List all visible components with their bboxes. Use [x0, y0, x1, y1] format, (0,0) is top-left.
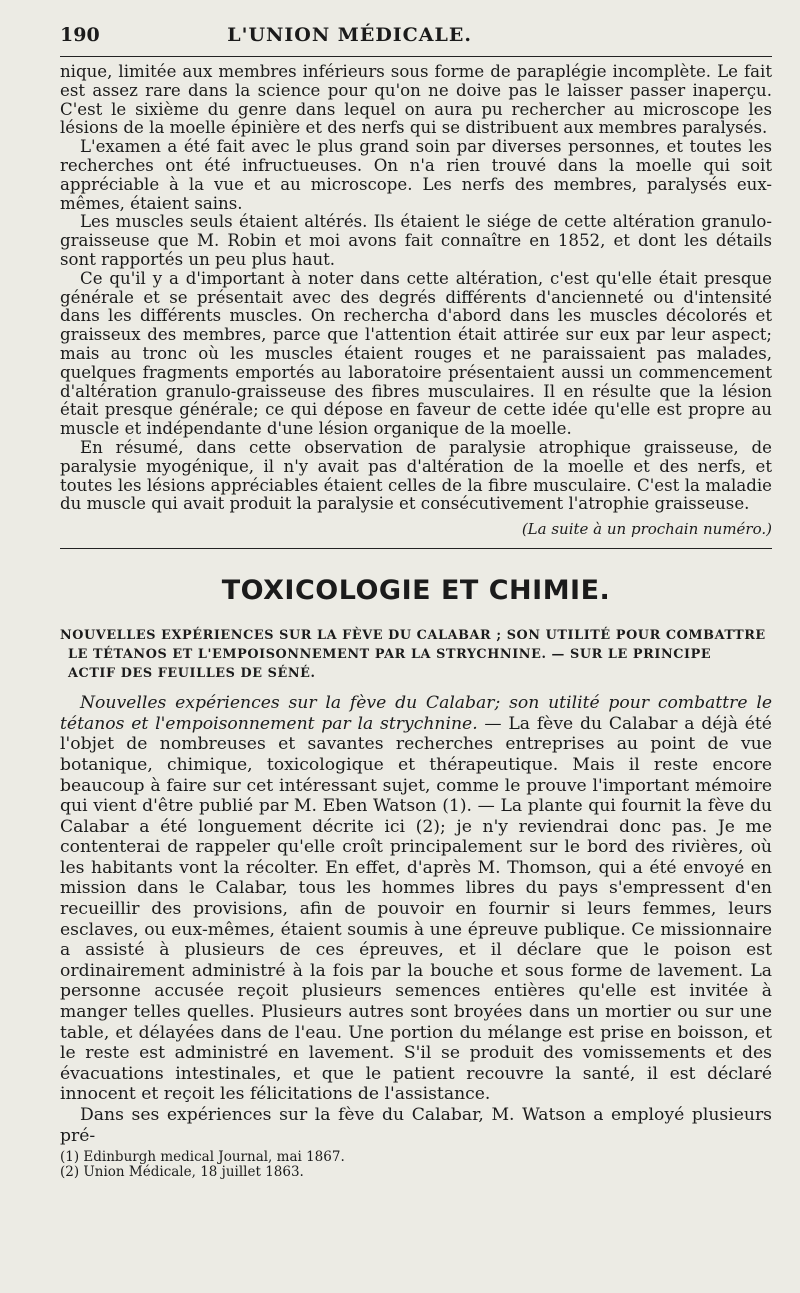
- article-body-continued: Dans ses expériences sur la fève du Calabar, M. Watson a employé plusieurs pré-: [60, 1105, 772, 1146]
- paragraph: Les muscles seuls étaient altérés. Ils étaient le siége de cette altération granulo-graisseuse que M. Robin et moi avons fait connaître en 1852, et dont les détails sont rapportés un peu plus haut.: [60, 212, 772, 269]
- subheading-line: LE TÉTANOS ET L'EMPOISONNEMENT PAR LA STRYCHNINE. — SUR LE PRINCIPE: [68, 647, 712, 663]
- article-body: [60, 693, 772, 1105]
- article-body-text: — La fève du Calabar a déjà été l'objet de nombreuses et savantes recherches entreprises au point de vue botanique, chimique, toxicologique et thérapeutique. Mais il reste encore beaucoup à faire sur cet intéressant sujet, comme le prouve l'important mémoire qui vient d'être publié par M. Eben Watson (1). — La plante qui fournit la fève du Calabar a été longuement décrite ici (2); je n'y reviendrai donc pas. Je me contenterai de rappeler qu'elle croît principalement sur le bord des rivières, où les habitants vont la récolter. En effet, d'après M. Thomson, qui a été envoyé en mission dans le Calabar, tous les hommes libres du pays s'empressent d'en recueillir des provisions, afin de pouvoir en fournir si leurs femmes, leurs esclaves, ou eux-mêmes, étaient soumis à une épreuve publique. Ce missionnaire a assisté à plusieurs de ces épreuves, et il déclare que le poison est ordinairement administré à la fois par la bouche et sous forme de lavement. La personne accusée reçoit plusieurs semences entières qu'elle est invitée à manger telles quelles. Plusieurs autres sont broyées dans un mortier ou sur une table, et délayées dans de l'eau. Une portion du mélange est prise en boisson, et le reste est administré en lavement. S'il se produit des vomissements et des évacuations intestinales, et que le patient recouvre la santé, il est déclaré innocent et reçoit les félicitations de l'assistance.: [60, 713, 772, 1105]
- subheading-line: NOUVELLES EXPÉRIENCES SUR LA FÈVE DU CALABAR ; SON UTILITÉ POUR COMBATTRE: [60, 628, 766, 644]
- paragraph: En résumé, dans cette observation de paralysie atrophique graisseuse, de paralysie myogénique, il n'y avait pas d'altération de la moelle et des nerfs, et toutes les lésions appréciables étaient celles de la fibre musculaire. C'est la maladie du muscle qui avait produit la paralysie et consécutivement l'atrophie graisseuse.: [60, 437, 772, 514]
- paragraph: nique, limitée aux membres inférieurs sous forme de paraplégie incomplète. Le fait est assez rare dans la science pour qu'on ne doive pas le laisser passer inaperçu. C'est le sixième du genre dans lequel on aura pu rechercher au microscope les lésions de la moelle épinière et des nerfs qui se distribuent aux membres paralysés.: [60, 62, 772, 138]
- footnote: (2) Union Médicale, 18 juillet 1863.: [60, 1164, 304, 1181]
- page-header: [60, 24, 772, 57]
- running-title: L'UNION MÉDICALE.: [227, 24, 472, 46]
- article-subheading: [60, 626, 772, 683]
- footnote: (1) Edinburgh medical Journal, mai 1867.: [60, 1149, 345, 1166]
- paragraph: Ce qu'il y a d'important à noter dans cette altération, c'est qu'elle était presque générale et se présentait avec des degrés différents d'ancienneté ou d'intensité dans les différents muscles. On rechercha d'abord dans les muscles décolorés et graisseux des membres, parce que l'attention était attirée sur eux par leur aspect; mais au tronc où les muscles étaient rouges et ne paraissaient pas malades, quelques fragments emportés au laboratoire présentaient aussi un commencement d'altération granulo-graisseuse des fibres musculaires. Il en résulte que la lésion était presque générale; ce qui dépose en faveur de cette idée qu'elle est propre au muscle et indépendante d'une lésion organique de la moelle.: [60, 268, 772, 439]
- section-divider: [60, 548, 772, 549]
- subheading-line: ACTIF DES FEUILLES DE SÉNÉ.: [68, 666, 316, 682]
- article-lead-italic: Nouvelles expériences sur la fève du Calabar; son utilité pour combattre le tétanos et l'empoisonnement par la strychnine.: [60, 693, 772, 734]
- to-be-continued-note: (La suite à un prochain numéro.): [521, 520, 772, 539]
- page-number: 190: [60, 24, 100, 46]
- paragraph: L'examen a été fait avec le plus grand soin par diverses personnes, et toutes les recherches ont été infructueuses. On n'a rien trouvé dans la moelle qui soit appréciable à la vue et au microscope. Les nerfs des membres, paralysés eux-mêmes, étaient sains.: [60, 137, 772, 213]
- footnotes: [60, 1150, 772, 1180]
- section-heading: TOXICOLOGIE ET CHIMIE.: [221, 575, 611, 607]
